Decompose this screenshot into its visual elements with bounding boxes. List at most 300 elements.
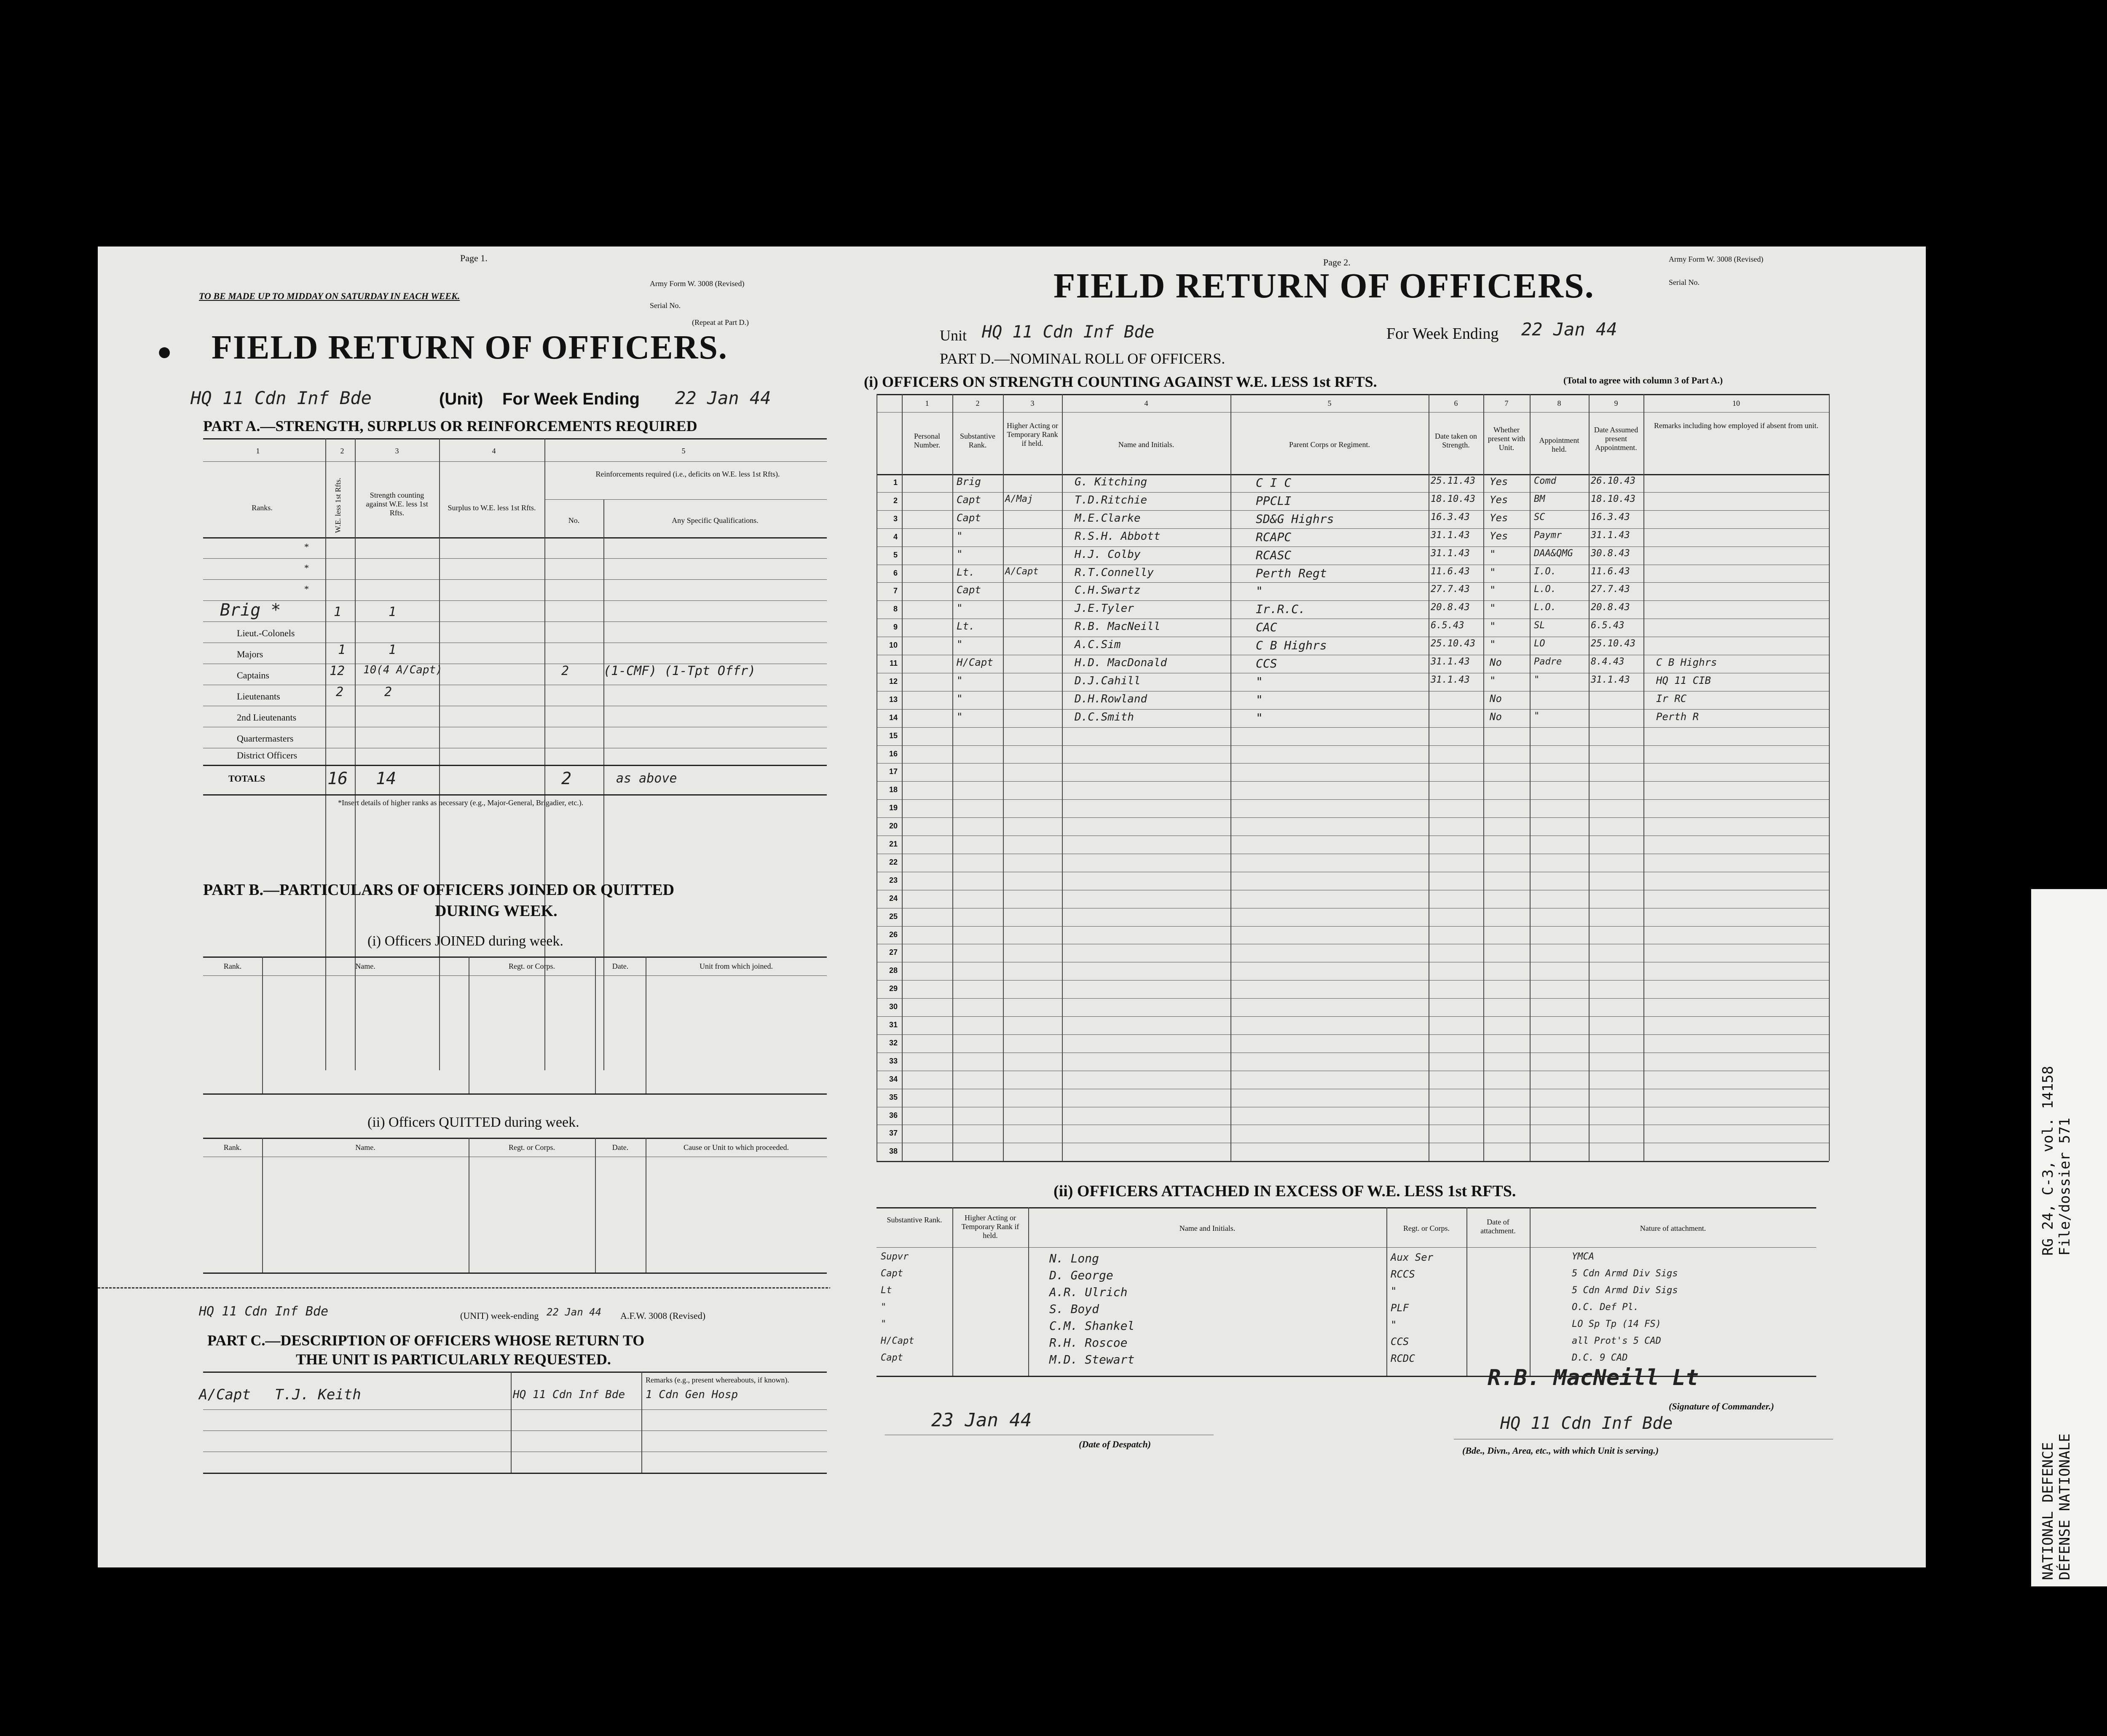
officer-present: No: [1490, 656, 1502, 668]
rank-row-1: *: [304, 541, 309, 552]
officer-name: D.J.Cahill: [1075, 674, 1141, 687]
attached-name: R.H. Roscoe: [1049, 1336, 1128, 1350]
officer-present: ": [1490, 566, 1496, 578]
officer-assumed: 31.1.43: [1591, 674, 1630, 685]
row-number: 5: [893, 550, 898, 559]
officer-name: H.J. Colby: [1075, 548, 1141, 561]
rank-row-3: *: [304, 584, 309, 594]
officer-appt: Paymr: [1534, 530, 1562, 541]
rank-row-7: Captains: [237, 670, 269, 680]
part-c-remarks-header: Remarks (e.g., present whereabouts, if known).: [646, 1376, 789, 1384]
row-number: 3: [893, 514, 898, 523]
row-number: 14: [889, 713, 898, 722]
row-number: 21: [889, 840, 898, 848]
header-reinforcements: Reinforcements required (i.e., deficits on W.E. less 1st Rfts).: [595, 470, 780, 478]
row-line: [877, 763, 1829, 764]
header-date-assumed: Date Assumed present Appointment.: [1594, 426, 1638, 452]
row-line: [877, 781, 1829, 782]
officer-corps: CCS: [1256, 656, 1277, 670]
officer-present: ": [1490, 638, 1496, 651]
attached-header-date: Date of attachment.: [1480, 1218, 1516, 1235]
bullet-icon: ●: [157, 338, 172, 365]
row-number: 16: [889, 749, 898, 758]
officer-assumed: 27.7.43: [1591, 584, 1630, 595]
page-title: FIELD RETURN OF OFFICERS.: [212, 329, 728, 366]
unit-value: HQ 11 Cdn Inf Bde: [982, 322, 1155, 342]
officer-name: J.E.Tyler: [1075, 602, 1134, 615]
part-c-form: A.F.W. 3008 (Revised): [620, 1310, 706, 1321]
officer-corps: ": [1256, 710, 1263, 725]
bde-value: HQ 11 Cdn Inf Bde: [1500, 1414, 1673, 1433]
row-number: 37: [889, 1129, 898, 1138]
col-num-3: 3: [1030, 399, 1035, 407]
row-number: 6: [893, 568, 898, 577]
form-number: Army Form W. 3008 (Revised): [1669, 255, 1764, 263]
part-c-week: 22 Jan 44: [547, 1306, 602, 1318]
repeat-note: (Repeat at Part D.): [692, 318, 749, 327]
unit-label: Unit: [940, 327, 967, 344]
header-personal-number: Personal Number.: [914, 432, 941, 449]
part-c-remarks: 1 Cdn Gen Hosp: [646, 1388, 738, 1401]
row-number: 1: [893, 478, 898, 487]
joined-header-unit: Unit from which joined.: [700, 962, 773, 970]
officer-present: Yes: [1490, 476, 1508, 488]
officer-appt: DAA&QMG: [1534, 548, 1573, 559]
rank-row-4: Brig *: [220, 600, 281, 620]
row-line: [877, 745, 1829, 746]
officer-name: R.B. MacNeill: [1075, 620, 1161, 633]
col-num-8: 8: [1557, 399, 1561, 407]
row-line: [877, 492, 1829, 493]
row-number: 28: [889, 966, 898, 975]
rank-row-6: Majors: [237, 649, 263, 659]
row-number: 11: [889, 659, 898, 667]
attached-corps: ": [1391, 1285, 1397, 1297]
rank-row-10: Quartermasters: [237, 733, 294, 744]
officer-acting: A/Capt: [1005, 566, 1039, 577]
attached-header-corps: Regt. or Corps.: [1403, 1224, 1450, 1232]
joined-header-name: Name.: [355, 962, 375, 970]
bde-label: (Bde., Divn., Area, etc., with which Unit is serving.): [1462, 1445, 1659, 1456]
row-number: 25: [889, 912, 898, 921]
joined-header-regt: Regt. or Corps.: [509, 962, 555, 970]
row-number: 17: [889, 767, 898, 776]
officer-present: No: [1490, 710, 1502, 723]
officer-assumed: 18.10.43: [1591, 493, 1635, 504]
attached-name: M.D. Stewart: [1049, 1353, 1135, 1366]
week-ending-value: 22 Jan 44: [1521, 319, 1617, 340]
officer-remarks: C B Highrs: [1656, 656, 1717, 668]
attached-corps: Aux Ser: [1391, 1251, 1434, 1263]
archive-file: File/dossier 571: [2056, 1117, 2073, 1256]
form-number: Army Form W. 3008 (Revised): [650, 279, 745, 288]
unit-label: (Unit): [439, 390, 483, 408]
officer-corps: SD&G Highrs: [1256, 512, 1334, 526]
col-5-number: 5: [681, 447, 686, 455]
rank-row-9: 2nd Lieutenants: [237, 712, 297, 723]
officer-name: C.H.Swartz: [1075, 584, 1141, 597]
officer-name: R.T.Connelly: [1075, 566, 1154, 579]
joined-header-date: Date.: [612, 962, 629, 970]
officer-rank: ": [957, 548, 963, 560]
commander-signature: R.B. MacNeill Lt: [1488, 1365, 1699, 1390]
officer-remarks: Perth R: [1656, 710, 1699, 723]
row-number: 22: [889, 857, 898, 866]
row-number: 38: [889, 1147, 898, 1156]
we-row-4: 1: [334, 605, 342, 619]
unit-handwritten: HQ 11 Cdn Inf Bde: [190, 388, 372, 408]
header-ranks: Ranks.: [252, 504, 273, 512]
officer-present: Yes: [1490, 493, 1508, 506]
officer-corps: Perth Regt: [1256, 566, 1327, 580]
header-remarks: Remarks including how employed if absent from unit.: [1654, 421, 1818, 430]
part-c-unit-label: (UNIT) week-ending: [460, 1310, 539, 1321]
officer-present: ": [1490, 620, 1496, 632]
officer-assumed: 16.3.43: [1591, 512, 1630, 522]
row-number: 36: [889, 1111, 898, 1120]
officer-appt: ": [1534, 674, 1540, 685]
row-line: [877, 727, 1829, 728]
officer-rank: Capt: [957, 493, 981, 506]
section-i-note: (Total to agree with column 3 of Part A.): [1563, 375, 1723, 386]
part-c-title: PART C.—DESCRIPTION OF OFFICERS WHOSE RETURN TO: [207, 1332, 645, 1349]
officer-assumed: 20.8.43: [1591, 602, 1630, 613]
attached-rank: Capt: [881, 1268, 903, 1279]
attached-nature: LO Sp Tp (14 FS): [1572, 1319, 1661, 1329]
part-b-title: PART B.—PARTICULARS OF OFFICERS JOINED OR QUITTED: [203, 881, 675, 899]
header-strength: Strength counting against W.E. less 1st Rfts.: [366, 491, 428, 517]
week-ending-label: For Week Ending: [1386, 325, 1499, 343]
officer-name: D.H.Rowland: [1075, 692, 1147, 705]
signature-label: (Signature of Commander.): [1669, 1401, 1774, 1412]
strength-row-6: 1: [389, 643, 397, 657]
col-4-number: 4: [492, 447, 496, 455]
officer-date: 31.1.43: [1431, 548, 1470, 559]
col-num-9: 9: [1614, 399, 1618, 407]
officer-present: Yes: [1490, 512, 1508, 524]
week-ending-label: For Week Ending: [502, 390, 640, 408]
row-line: [877, 980, 1829, 981]
quitted-header-rank: Rank.: [223, 1143, 242, 1152]
row-line: [877, 528, 1829, 529]
officer-date: 18.10.43: [1431, 493, 1475, 504]
header-no: No.: [568, 516, 580, 525]
row-number: 18: [889, 785, 898, 794]
officer-rank: H/Capt: [957, 656, 993, 668]
attached-name: A.R. Ulrich: [1049, 1285, 1128, 1299]
row-number: 7: [893, 587, 898, 595]
totals-strength: 14: [376, 769, 397, 788]
row-line: [877, 510, 1829, 511]
officer-date: 20.8.43: [1431, 602, 1470, 613]
section-i-title: (i) OFFICERS ON STRENGTH COUNTING AGAINST W.E. LESS 1st RFTS.: [864, 373, 1377, 390]
row-line: [877, 1016, 1829, 1017]
officer-present: ": [1490, 602, 1496, 614]
officer-date: 6.5.43: [1431, 620, 1464, 631]
officer-appt: SL: [1534, 620, 1545, 631]
page-title: FIELD RETURN OF OFFICERS.: [1054, 266, 1595, 305]
officer-corps: RCASC: [1256, 548, 1292, 562]
row-line: [877, 926, 1829, 927]
week-ending-value: 22 Jan 44: [675, 388, 771, 408]
quitted-title: (ii) Officers QUITTED during week.: [367, 1114, 579, 1130]
quitted-header-regt: Regt. or Corps.: [509, 1143, 555, 1152]
officer-assumed: 8.4.43: [1591, 656, 1624, 667]
officer-rank: Lt.: [957, 566, 975, 578]
officer-appt: Padre: [1534, 656, 1562, 667]
we-row-7: 12: [330, 664, 345, 678]
header-qualifications: Any Specific Qualifications.: [672, 516, 759, 525]
col-2-number: 2: [340, 447, 344, 455]
officer-corps: C I C: [1256, 476, 1292, 490]
tear-line: [98, 1287, 839, 1289]
row-number: 15: [889, 731, 898, 740]
officer-date: 25.10.43: [1431, 638, 1475, 649]
header-acting-rank: Higher Acting or Temporary Rank if held.: [1007, 421, 1058, 447]
strength-row-7: 10(4 A/Capt): [363, 664, 442, 676]
attached-corps: PLF: [1391, 1302, 1409, 1314]
attached-corps: RCCS: [1391, 1268, 1415, 1280]
officer-name: M.E.Clarke: [1075, 512, 1141, 525]
officer-acting: A/Maj: [1005, 493, 1033, 504]
officer-corps: Ir.R.C.: [1256, 602, 1306, 616]
attached-rank: Capt: [881, 1353, 903, 1363]
we-row-8: 2: [336, 685, 344, 699]
col-num-4: 4: [1144, 399, 1148, 407]
officer-appt: Comd: [1534, 476, 1556, 486]
officer-date: 11.6.43: [1431, 566, 1470, 577]
row-number: 23: [889, 876, 898, 884]
officer-corps: C B Highrs: [1256, 638, 1327, 653]
officer-appt: LO: [1534, 638, 1545, 649]
officer-rank: ": [957, 674, 963, 686]
header-present: Whether present with Unit.: [1488, 426, 1525, 452]
midday-note: TO BE MADE UP TO MIDDAY ON SATURDAY IN EACH WEEK.: [199, 291, 460, 301]
page-1-sheet: [98, 246, 839, 1567]
attached-nature: D.C. 9 CAD: [1572, 1353, 1628, 1363]
row-line: [877, 799, 1829, 800]
officer-remarks: HQ 11 CIB: [1656, 674, 1711, 686]
row-number: 31: [889, 1021, 898, 1029]
quitted-header-date: Date.: [612, 1143, 629, 1152]
header-date-taken: Date taken on Strength.: [1435, 432, 1477, 449]
officer-appt: SC: [1534, 512, 1545, 522]
despatch-label: (Date of Despatch): [1079, 1439, 1151, 1449]
attached-name: D. George: [1049, 1268, 1113, 1282]
row-number: 30: [889, 1002, 898, 1011]
row-number: 26: [889, 930, 898, 939]
attached-corps: RCDC: [1391, 1353, 1415, 1364]
row-number: 24: [889, 894, 898, 903]
officer-rank: Brig: [957, 476, 981, 488]
col-1-number: 1: [256, 447, 260, 455]
attached-nature: 5 Cdn Armd Div Sigs: [1572, 1268, 1678, 1279]
part-c-entry-unit: HQ 11 Cdn Inf Bde: [513, 1388, 625, 1401]
row-number: 20: [889, 822, 898, 830]
officer-corps: CAC: [1256, 620, 1277, 635]
totals-qual: as above: [616, 771, 677, 786]
officer-date: 31.1.43: [1431, 530, 1470, 541]
row-number: 13: [889, 695, 898, 704]
officer-appt: L.O.: [1534, 584, 1556, 595]
attached-name: S. Boyd: [1049, 1302, 1099, 1316]
officer-rank: ": [957, 638, 963, 651]
row-line: [877, 998, 1829, 999]
officer-corps: RCAPC: [1256, 530, 1292, 544]
attached-name: N. Long: [1049, 1251, 1099, 1265]
attached-name: C.M. Shankel: [1049, 1319, 1135, 1333]
attached-corps: CCS: [1391, 1336, 1409, 1348]
row-number: 34: [889, 1074, 898, 1083]
officer-name: G. Kitching: [1075, 476, 1147, 488]
row-line: [877, 1034, 1829, 1035]
attached-rank: Supvr: [881, 1251, 909, 1262]
officer-date: 31.1.43: [1431, 656, 1470, 667]
officer-rank: ": [957, 710, 963, 723]
header-appointment: Appointment held.: [1539, 436, 1579, 453]
row-number: 32: [889, 1038, 898, 1047]
officer-date: 25.11.43: [1431, 476, 1475, 486]
we-row-6: 1: [338, 643, 346, 657]
attached-nature: YMCA: [1572, 1251, 1594, 1262]
totals-label: TOTALS: [228, 773, 265, 784]
dept-en: NATIONAL DEFENCE: [2040, 1442, 2056, 1580]
row-number: 10: [889, 641, 898, 650]
officer-assumed: 6.5.43: [1591, 620, 1624, 631]
officer-corps: ": [1256, 674, 1263, 689]
officer-corps: PPCLI: [1256, 493, 1292, 508]
row-number: 2: [893, 496, 898, 505]
row-line: [877, 817, 1829, 818]
officer-name: D.C.Smith: [1075, 710, 1134, 723]
officer-present: No: [1490, 692, 1502, 705]
row-line: [877, 709, 1829, 710]
attached-header-name: Name and Initials.: [1179, 1224, 1236, 1232]
header-corps: Parent Corps or Regiment.: [1289, 440, 1370, 449]
quitted-header-name: Name.: [355, 1143, 375, 1152]
col-3-number: 3: [395, 447, 399, 455]
officer-rank: ": [957, 602, 963, 614]
attached-rank: H/Capt: [881, 1336, 914, 1346]
col-num-7: 7: [1504, 399, 1509, 407]
header-surplus: Surplus to W.E. less 1st Rfts.: [448, 504, 536, 512]
part-c-title2: THE UNIT IS PARTICULARLY REQUESTED.: [296, 1351, 611, 1368]
row-line: [877, 582, 1829, 583]
insert-note: *Insert details of higher ranks as necessary (e.g., Major-General, Brigadier, etc.).: [338, 798, 584, 807]
officer-date: 27.7.43: [1431, 584, 1470, 595]
section-ii-title: (ii) OFFICERS ATTACHED IN EXCESS OF W.E. LESS 1st RFTS.: [1054, 1182, 1516, 1200]
page-number: Page 1.: [460, 253, 488, 263]
officer-present: ": [1490, 584, 1496, 596]
row-number: 8: [893, 605, 898, 613]
part-c-unit: HQ 11 Cdn Inf Bde: [199, 1304, 329, 1319]
archive-reference-stamp: [2031, 889, 2107, 1586]
officer-corps: ": [1256, 584, 1263, 598]
archive-ref: RG 24, C-3, vol. 14158: [2040, 1066, 2056, 1256]
page-number: Page 2.: [1323, 257, 1351, 268]
header-we: W.E. less 1st Rfts.: [334, 477, 342, 533]
officer-present: ": [1490, 548, 1496, 560]
col-num-1: 1: [925, 399, 929, 407]
rank-row-8: Lieutenants: [237, 691, 280, 702]
attached-header-nature: Nature of attachment.: [1640, 1224, 1706, 1232]
rank-row-2: *: [304, 563, 309, 573]
strength-row-4: 1: [389, 605, 397, 619]
col-num-2: 2: [976, 399, 980, 407]
page-2-sheet: [830, 246, 1926, 1567]
officer-assumed: 25.10.43: [1591, 638, 1635, 649]
col-num-6: 6: [1454, 399, 1458, 407]
joined-header-rank: Rank.: [223, 962, 242, 970]
joined-title: (i) Officers JOINED during week.: [367, 933, 563, 949]
officer-rank: ": [957, 692, 963, 705]
quitted-header-cause: Cause or Unit to which proceeded.: [684, 1143, 789, 1152]
officer-date: 31.1.43: [1431, 674, 1470, 685]
row-number: 27: [889, 948, 898, 957]
row-number: 4: [893, 532, 898, 541]
attached-nature: all Prot's 5 CAD: [1572, 1336, 1661, 1346]
col-num-5: 5: [1327, 399, 1332, 407]
part-c-name: T.J. Keith: [275, 1386, 361, 1403]
qual-row-7: (1-CMF) (1-Tpt Offr): [603, 664, 756, 678]
attached-rank: Lt: [881, 1285, 892, 1296]
part-a-title: PART A.—STRENGTH, SURPLUS OR REINFORCEMENTS REQUIRED: [203, 418, 697, 434]
officer-date: 16.3.43: [1431, 512, 1470, 522]
officer-name: T.D.Ritchie: [1075, 493, 1147, 506]
totals-no: 2: [561, 769, 572, 788]
part-b-title2: DURING WEEK.: [435, 902, 558, 920]
officer-rank: ": [957, 530, 963, 542]
officer-name: H.D. MacDonald: [1075, 656, 1167, 669]
attached-rank: ": [881, 1302, 887, 1313]
part-d-title: PART D.—NOMINAL ROLL OF OFFICERS.: [940, 350, 1225, 367]
officer-name: R.S.H. Abbott: [1075, 530, 1161, 543]
officer-appt: BM: [1534, 493, 1545, 504]
officer-appt: L.O.: [1534, 602, 1556, 613]
officer-appt: I.O.: [1534, 566, 1556, 577]
officer-assumed: 26.10.43: [1591, 476, 1635, 486]
strength-row-8: 2: [384, 685, 392, 699]
dept-fr: DÉFENSE NATIONALE: [2056, 1433, 2073, 1580]
header-substantive-rank: Substantive Rank.: [960, 432, 995, 449]
officer-assumed: 30.8.43: [1591, 548, 1630, 559]
attached-corps: ": [1391, 1319, 1397, 1331]
header-name: Name and Initials.: [1118, 440, 1174, 449]
officer-corps: ": [1256, 692, 1263, 707]
officer-remarks: Ir RC: [1656, 692, 1687, 705]
row-line: [877, 600, 1829, 601]
rank-row-5: Lieut.-Colonels: [237, 628, 295, 638]
part-c-rank: A/Capt: [199, 1386, 251, 1403]
officer-present: ": [1490, 674, 1496, 686]
officer-rank: Capt: [957, 584, 981, 596]
col-num-10: 10: [1732, 399, 1740, 407]
officer-assumed: 31.1.43: [1591, 530, 1630, 541]
despatch-date: 23 Jan 44: [931, 1409, 1032, 1431]
row-number: 35: [889, 1093, 898, 1101]
row-number: 33: [889, 1056, 898, 1065]
attached-nature: O.C. Def Pl.: [1572, 1302, 1639, 1313]
attached-header-acting: Higher Acting or Temporary Rank if held.: [961, 1214, 1019, 1240]
serial-no-label: Serial No.: [650, 301, 681, 310]
officer-assumed: 11.6.43: [1591, 566, 1630, 577]
row-number: 9: [893, 623, 898, 632]
no-row-7: 2: [561, 664, 569, 678]
officer-appt: ": [1534, 710, 1540, 721]
row-number: 19: [889, 804, 898, 812]
rank-row-11: District Officers: [237, 750, 298, 761]
officer-name: A.C.Sim: [1075, 638, 1121, 651]
